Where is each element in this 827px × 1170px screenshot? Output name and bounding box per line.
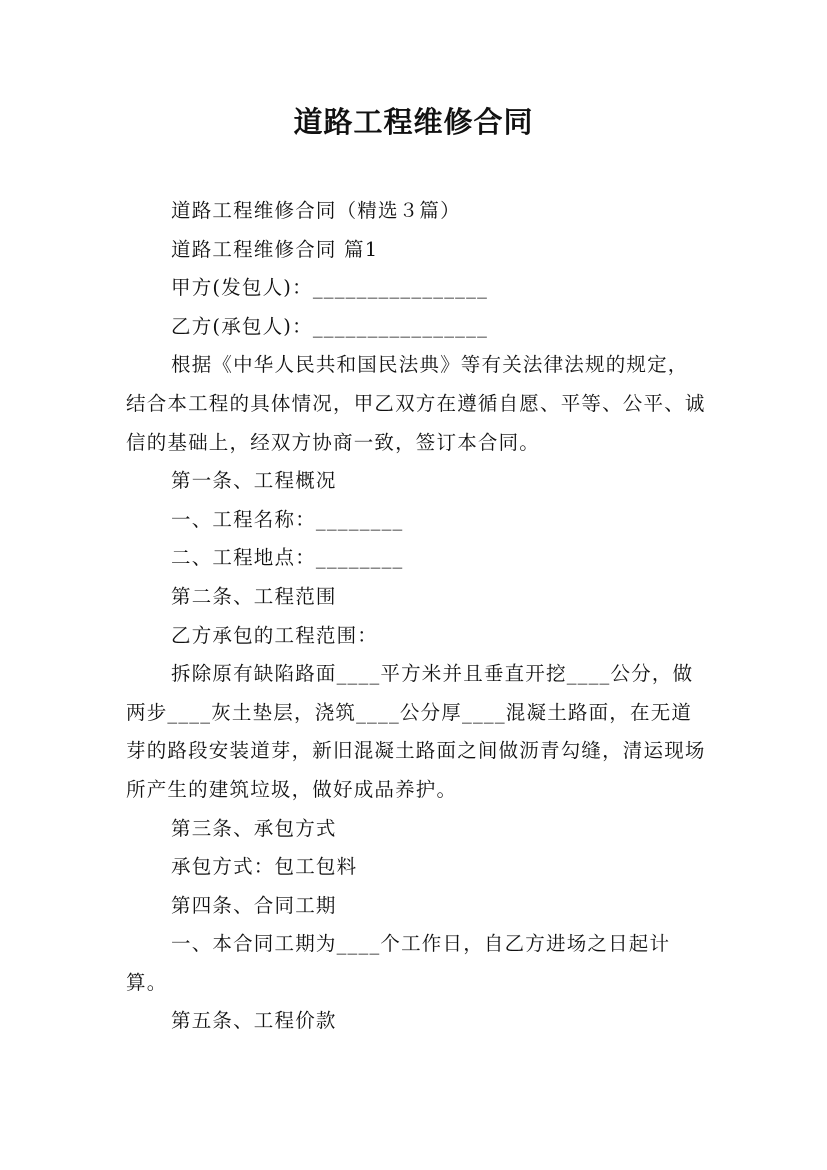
paragraph-article-4: 第四条、合同工期 [171,893,337,917]
paragraph-article-3: 第三条、承包方式 [171,816,337,840]
paragraph-scope-intro: 乙方承包的工程范围： [171,623,379,647]
paragraph-duration: 一、本合同工期为____个工作日，自乙方进场之日起计算。 [126,932,671,994]
paragraph-project-location: 二、工程地点：________ [171,546,404,570]
paragraph-section-heading: 道路工程维修合同 篇1 [171,237,379,261]
paragraph-scope-detail: 拆除原有缺陷路面____平方米并且垂直开挖____公分，做两步____灰土垫层，浇筑____公分厚____混凝土路面，在无道芽的路段安装道芽，新旧混凝土路面之间做沥青勾缝，清运现场所产生的建筑垃圾，做好成品养护。 [126,662,706,801]
paragraph-article-5: 第五条、工程价款 [171,1009,337,1033]
paragraph-preamble: 根据《中华人民共和国民法典》等有关法律法规的规定，结合本工程的具体情况，甲乙双方在遵循自愿、平等、公平、诚信的基础上，经双方协商一致，签订本合同。 [126,353,706,454]
paragraph-project-name: 一、工程名称：________ [171,507,404,531]
paragraph-article-1: 第一条、工程概况 [171,469,337,493]
paragraph-party-a: 甲方(发包人)：________________ [171,276,489,300]
document-title: 道路工程维修合同 [293,105,534,139]
paragraph-article-2: 第二条、工程范围 [171,584,337,608]
paragraph-subtitle: 道路工程维修合同（精选３篇） [171,199,461,222]
paragraph-contract-method: 承包方式：包工包料 [171,855,358,879]
paragraph-party-b: 乙方(承包人)：________________ [171,314,489,338]
document-body [126,192,706,1041]
